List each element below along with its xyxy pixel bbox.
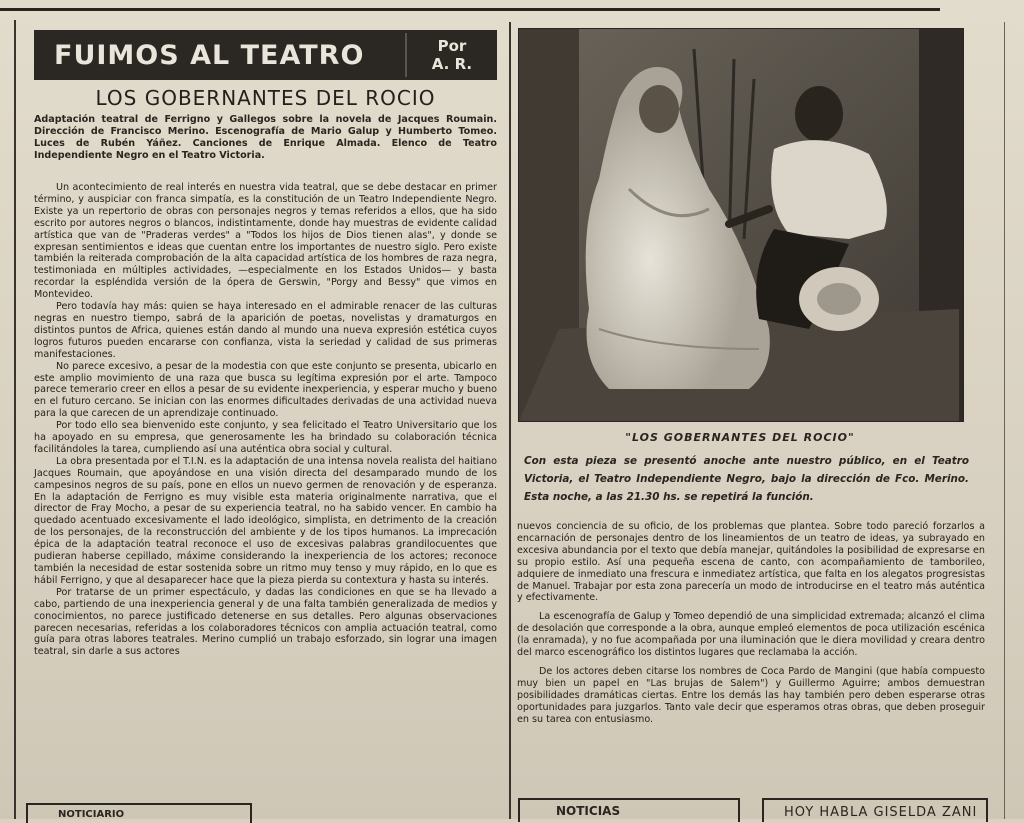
byline <box>405 33 497 77</box>
byline-por: Por <box>437 37 467 55</box>
article-paragraph: Por todo ello sea bienvenido este conjunto, y sea felicitado el Teatro Universitario que los ha apoyado en su empresa, que generosamente les ha brindado su colaboración técnica facilitándoles la tarea, cumpliendo así una auténtica obra social y cultural. <box>34 420 497 455</box>
stage-photo <box>518 28 964 422</box>
article-paragraph: De los actores deben citarse los nombres de Coca Pardo de Mangini (que había compuesto muy bien un papel en "Las brujas de Salem") y Guillermo Aguirre; ambos demuestran posibilidades dramáticas ciertas. Entre los demás las hay también pero deben esperarse otras oportunidades para juzgarlos. Tanto vale decir que esperamos otras obras, que deben proseguir en su tarea con entusiasmo. <box>517 665 985 725</box>
article-credits: Adaptación teatral de Ferrigno y Gallegos sobre la novela de Jacques Roumain. Dirección de Francisco Merino. Escenografía de Mario Galup y Humberto Tomeo. Luces de Rubén Yáñez. Canciones de Enrique Almada. Elenco de Teatro Independiente Negro en el Teatro Victoria. <box>34 114 497 161</box>
section-masthead <box>34 30 497 80</box>
article-paragraph: Un acontecimiento de real interés en nuestra vida teatral, que se debe destacar en primer término, y auspiciar con franca simpatía, es la constitución de un Teatro Independiente Negro. Existe ya un repertorio de obras con personajes negros y temas referidos a ellos, que ha sido escrito por autores negros o blancos, indistintamente, donde hay muestras de evidente calidad artística que van de "Praderas verdes" a "Todos los hijos de Dios tienen alas", y donde se expresan sentimientos e ideas que cuentan entre los importantes de nuestro siglo. Pero existe también la reiterada comprobación de la alta capacidad artística de los hombres de raza negra, testimoniada en múltiples actividades, —especialmente en los Estados Unidos— y basta recordar la espléndida versión de la ópera de Gerswin, "Porgy and Bessy" que vimos en Montevideo. <box>34 182 497 301</box>
photo-caption: Con esta pieza se presentó anoche ante nuestro público, en el Teatro Victoria, el Teatro Independiente Negro, bajo la dirección de Fco. Merino. Esta noche, a las 21.30 hs. se repetirá la función. <box>524 455 969 503</box>
article-paragraph: Por tratarse de un primer espectáculo, y dadas las condiciones en que se ha llevado a cabo, partiendo de una inexperiencia general y de una falta también generalizada de medios y conocimientos, no parece justificado detenerse en sus detalles. Pero algunas observaciones parecen necesarias, referidas a los colaboradores técnicos con amplia actuación teatral, como guía para otras labores teatrales. Merino cumplió un trabajo esforzado, sin lograr una imagen teatral, sin darle a sus actores <box>34 586 497 658</box>
center-column-rule <box>509 22 511 819</box>
article-headline: LOS GOBERNANTES DEL ROCIO <box>95 86 436 110</box>
footer-box-noticiario: NOTICIARIO <box>26 803 252 823</box>
footer-box-giselda-zani: HOY HABLA GISELDA ZANI <box>762 798 988 822</box>
section-title: FUIMOS AL TEATRO <box>54 39 365 71</box>
article-paragraph: Pero todavía hay más: quien se haya interesado en el admirable renacer de las culturas negras en nuestro tiempo, sabrá de la aparición de poetas, novelistas y dramaturgos en distintos puntos de Africa, quienes están dando al mundo una nueva expresión estética cuyos logros futuros pueden encararse con confianza, vista la seriedad y calidad de sus primeras manifestaciones. <box>34 301 497 360</box>
article-paragraph: nuevos conciencia de su oficio, de los problemas que plantea. Sobre todo pareció forzarlos a encarnación de personajes dentro de los lineamientos de un teatro de ideas, ya subrayado en excesiva abundancia por el texto que debía manejar, quitándoles la posibilidad de expresarse en su propio estilo. Así una pequeña escena de canto, con acompañamiento de tamborileo, adquiere de inmediato una frescura e inmediatez artística, que falta en los alegatos progresistas de Manuel. Trabajar por esta zona parecería un modo de introducirse en el teatro más auténtica y efectivamente. <box>517 521 985 604</box>
article-continuation <box>517 521 985 733</box>
photo-caption-title: "LOS GOBERNANTES DEL ROCIO" <box>625 431 855 444</box>
article-paragraph: La obra presentada por el T.I.N. es la adaptación de una intensa novela realista del haitiano Jacques Roumain, que apoyándose en una visión directa del desamparado mundo de los campesinos negros de su país, pone en ellos un nuevo germen de renovación y de esperanza. En la adaptación de Ferrigno es muy visible esta materia originalmente narrativa, que el director de Fray Mocho, a pesar de su experiencia teatral, no ha sabido vencer. En cambio ha quedado acentuado excesivamente el lado ideológico, simplista, en detrimento de la creación de los personajes, de la reconstrucción del ambiente y de los tipos humanos. La imprecación épica de la adaptación teatral reconoce el uso de excesivas palabras grandilocuentes que pudieran haberse cepillado, máxime considerando la inexperiencia de los actores; reconoce también la necesidad de estar sostenida sobre un ritmo muy tenso y muy rápido, en lo que es hábil Ferrigno, y que al desaparecer hace que la pieza pierda su contextura y hasta su interés. <box>34 455 497 586</box>
top-border <box>0 0 940 11</box>
article-paragraph: La escenografía de Galup y Tomeo dependió de una simplicidad extremada; alcanzó el clima de desolación que corresponde a la obra, aunque empleó elementos de poca utilización escénica (la enramada), y no fue acompañada por una iluminación que le diera movilidad y creara dentro del marco escenográfico los distintos lugares que reclamaba la acción. <box>517 611 985 659</box>
article-body <box>34 182 497 658</box>
footer-box-noticias: NOTICIAS <box>518 798 740 822</box>
article-paragraph: No parece excesivo, a pesar de la modestia con que este conjunto se presenta, ubicarlo en este amplio movimiento de una raza que busca su legítima expresión por el arte. Tampoco parece temerario creer en ellos a pesar de su evidente inexperiencia, y esperar mucho y bueno en el futuro cercano. Se inician con las enormes dificultades derivadas de una actividad nueva para la que carecen de un aprendizaje continuado. <box>34 360 497 420</box>
right-column-rule <box>1004 22 1005 819</box>
byline-author: A. R. <box>431 55 473 73</box>
left-column-rule <box>14 20 16 819</box>
stage-photo-illustration <box>519 29 963 421</box>
